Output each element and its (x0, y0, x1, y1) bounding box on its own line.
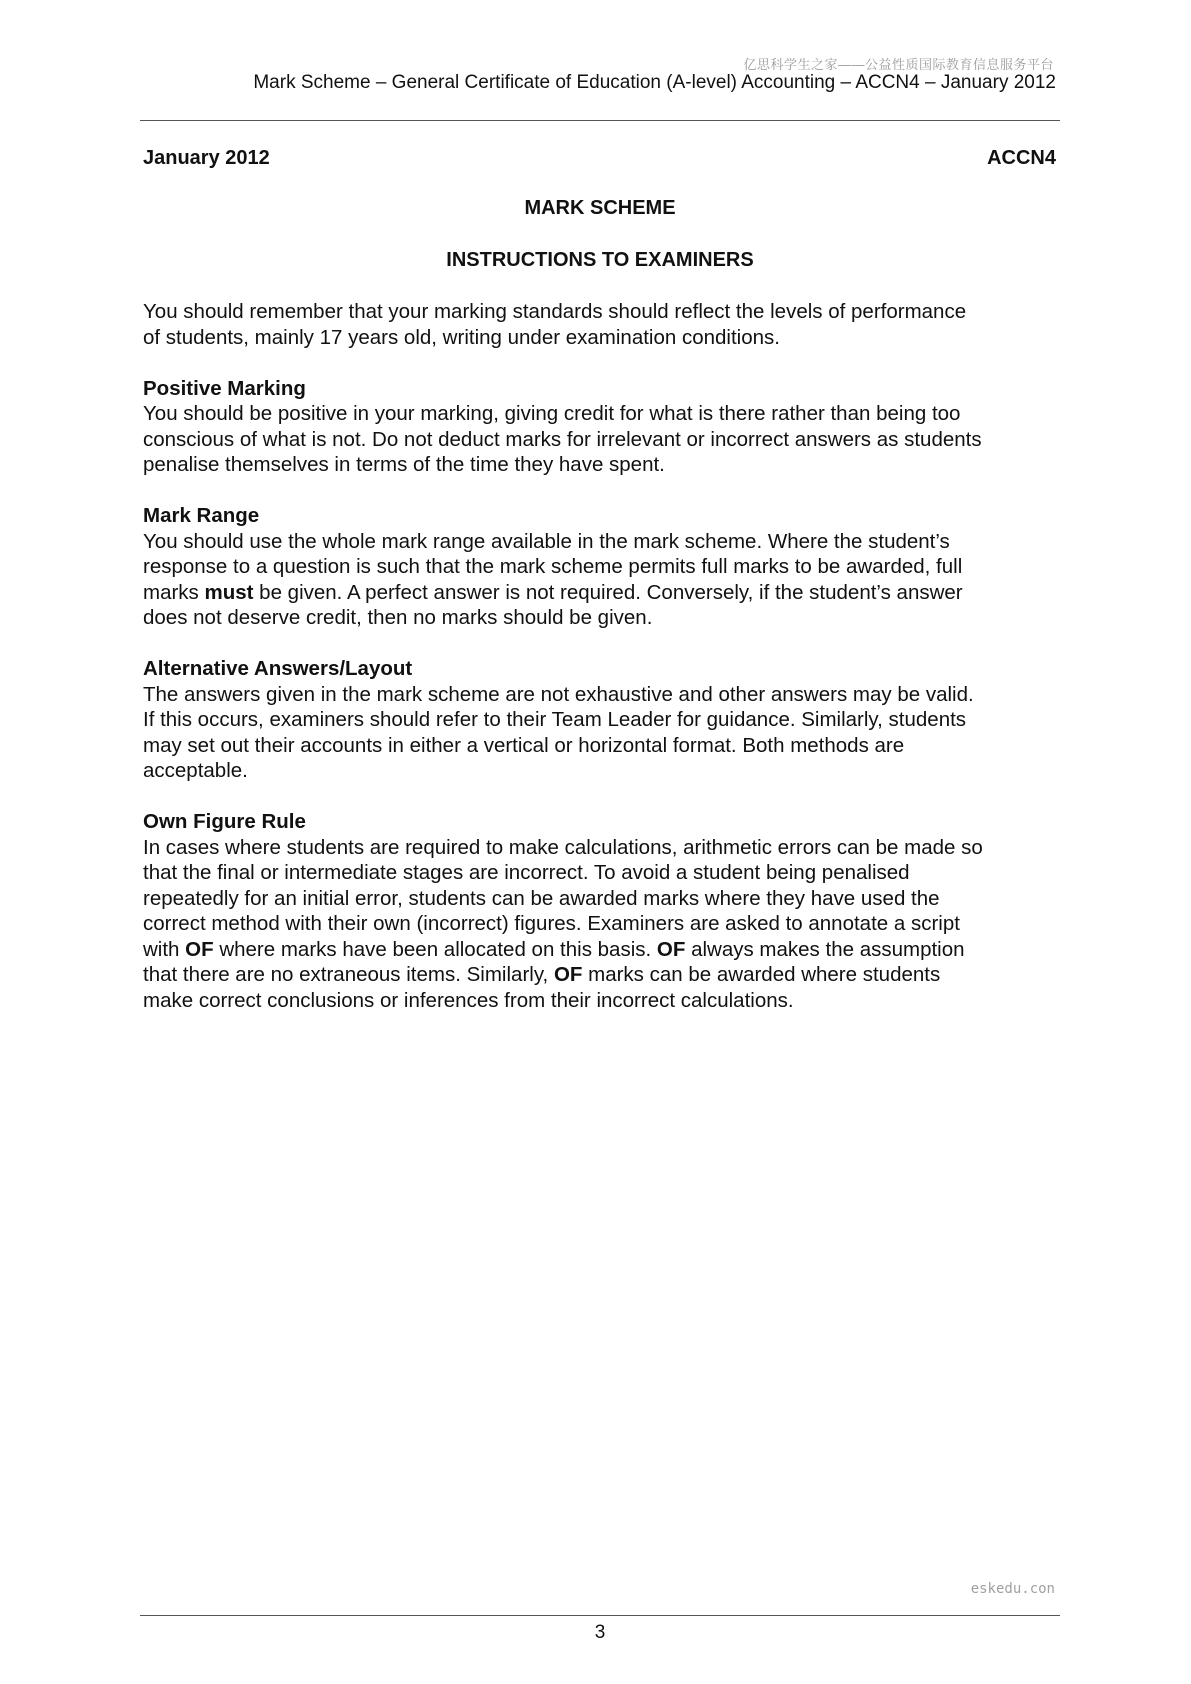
page-number: 3 (594, 1622, 606, 1643)
paragraph-line: make correct conclusions or inferences from their incorrect calculations. (143, 988, 794, 1012)
page-title: MARK SCHEME (524, 197, 676, 219)
intro-paragraph (143, 299, 1063, 350)
paragraph-line: repeatedly for an initial error, students can be awarded marks where they have used the (143, 886, 940, 910)
paper-code: ACCN4 (987, 147, 1056, 169)
mark-range-section (143, 503, 1063, 631)
paragraph-line: acceptable. (143, 759, 248, 782)
own-figure-rule-section (143, 809, 1063, 1013)
intro-line: of students, mainly 17 years old, writing under examination conditions. (143, 325, 780, 349)
running-header: Mark Scheme – General Certificate of Education (A-level) Accounting – ACCN4 – January 2012 (253, 72, 1056, 93)
paragraph-line: that the final or intermediate stages are incorrect. To avoid a student being penalised (143, 861, 910, 884)
section-title: Alternative Answers/Layout (143, 657, 413, 680)
paragraph-line (143, 962, 1063, 988)
page-subtitle: INSTRUCTIONS TO EXAMINERS (446, 249, 754, 271)
intro-line: You should remember that your marking standards should reflect the levels of performance (143, 300, 967, 323)
alternative-answers-section (143, 656, 1063, 784)
paragraph-line: response to a question is such that the mark scheme permits full marks to be awarded, full (143, 555, 963, 578)
paragraph-line: You should be positive in your marking, giving credit for what is there rather than being too (143, 402, 961, 425)
text-run: be given. A perfect answer is not required. Conversely, if the student’s answer (253, 580, 963, 604)
emphasis-must: must (204, 580, 254, 604)
paragraph-line (143, 580, 1063, 606)
emphasis-of: OF (553, 963, 583, 986)
paragraph-line: In cases where students are required to make calculations, arithmetic errors can be made so (143, 835, 983, 859)
section-title: Mark Range (143, 504, 260, 527)
section-title: Positive Marking (143, 376, 306, 400)
paragraph-line: You should use the whole mark range available in the mark scheme. Where the student’s (143, 529, 950, 553)
text-run: always makes the assumption (685, 937, 965, 961)
paragraph-line: correct method with their own (incorrect) figures. Examiners are asked to annotate a script (143, 912, 960, 935)
positive-marking-section (143, 376, 1063, 478)
text-run: with (143, 937, 186, 961)
paragraph-line: may set out their accounts in either a vertical or horizontal format. Both methods are (143, 733, 905, 757)
instructions-body (143, 299, 1063, 1039)
paragraph-line: If this occurs, examiners should refer to their Team Leader for guidance. Similarly, students (143, 708, 967, 731)
footer-rule (140, 1615, 1060, 1616)
paragraph-line (143, 937, 1063, 963)
header-rule (140, 120, 1060, 121)
watermark-bottom: eskedu.con (970, 1581, 1055, 1597)
text-run: that there are no extraneous items. Similarly, (143, 963, 554, 986)
paragraph-line: does not deserve credit, then no marks should be given. (143, 606, 653, 629)
text-run: marks can be awarded where students (582, 963, 941, 986)
paragraph-line: The answers given in the mark scheme are not exhaustive and other answers may be valid. (143, 682, 974, 706)
emphasis-of: OF (185, 937, 214, 961)
paragraph-line: penalise themselves in terms of the time they have spent. (143, 453, 665, 476)
text-run: marks (143, 580, 205, 604)
text-run: where marks have been allocated on this basis. (213, 937, 657, 961)
paragraph-line: conscious of what is not. Do not deduct marks for irrelevant or incorrect answers as students (143, 427, 982, 451)
section-title: Own Figure Rule (143, 810, 306, 833)
emphasis-of: OF (656, 937, 686, 961)
exam-date: January 2012 (143, 147, 270, 169)
watermark-top: 亿思科学生之家——公益性质国际教育信息服务平台 (743, 57, 1054, 72)
